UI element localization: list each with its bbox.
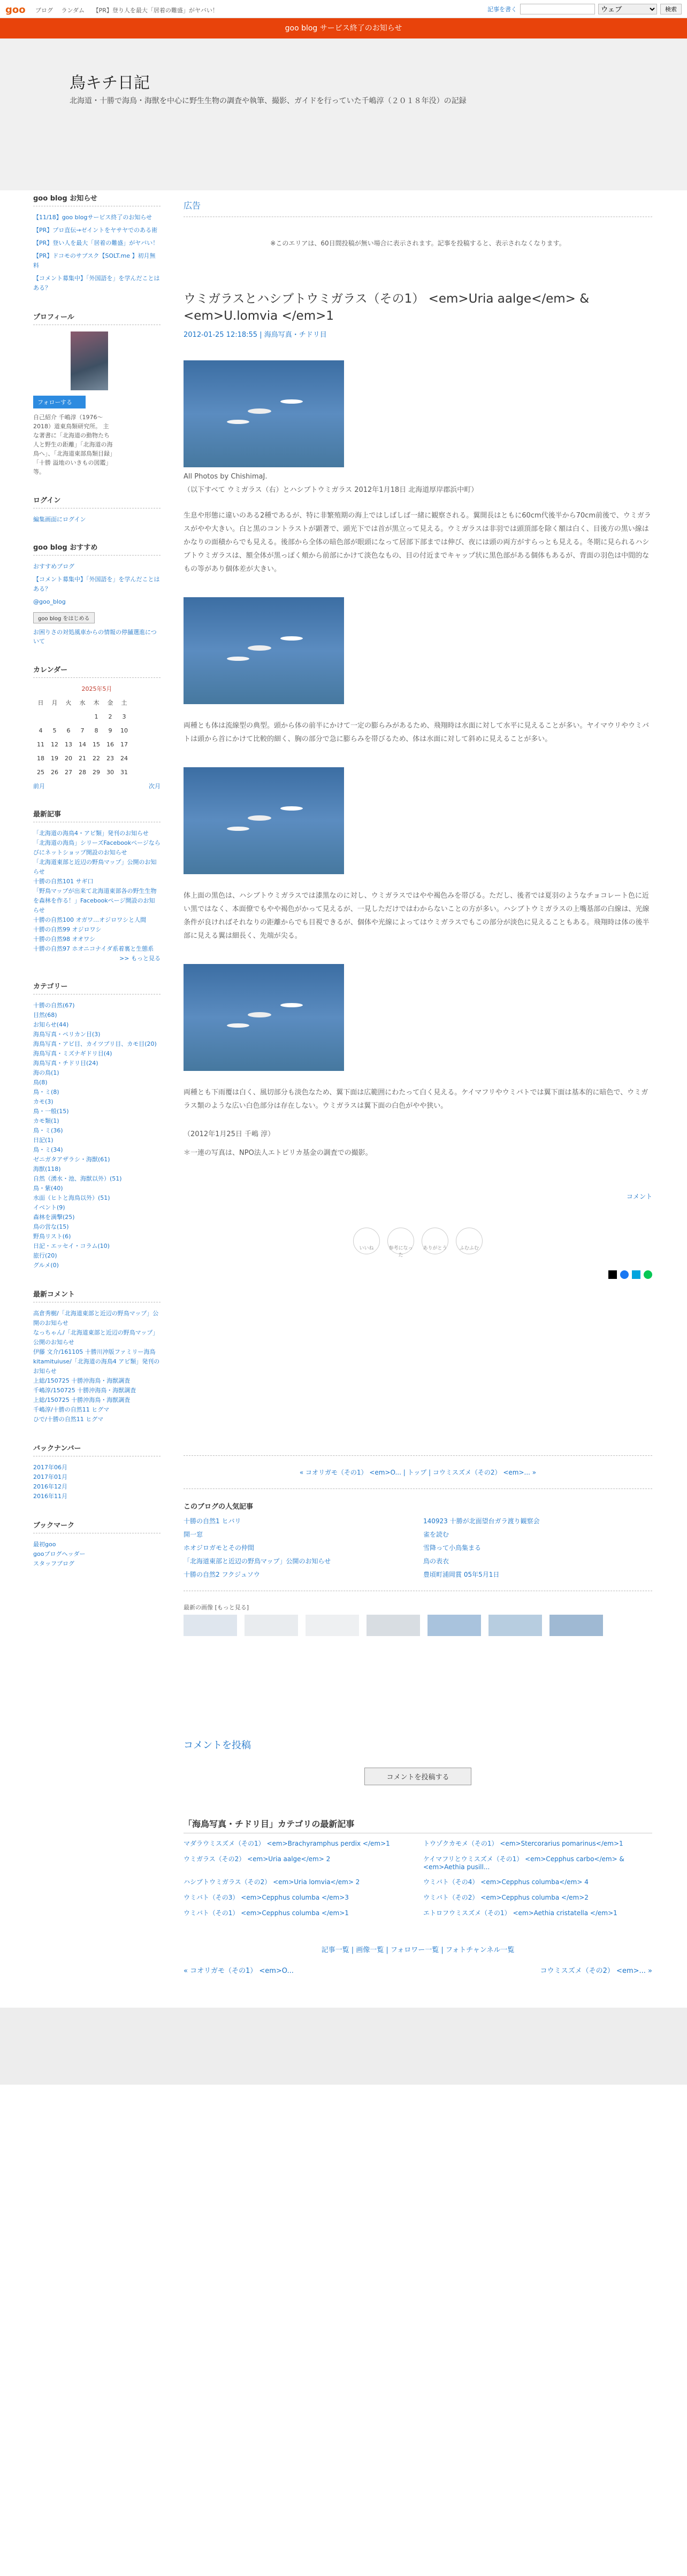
recommend-item[interactable]: 【コメント募集中】「外国語を」を学んだことはある？ [33, 576, 160, 592]
recent-more-link[interactable]: >> もっと見る [119, 955, 161, 962]
category-item[interactable]: 十勝の自然(67) [33, 1002, 75, 1009]
calendar-next[interactable]: 次月 [149, 783, 161, 790]
category-item[interactable]: イベント(9) [33, 1204, 65, 1211]
top-right [487, 4, 682, 14]
comment-item[interactable]: 上総/150725 十勝沖海鳥・海獣調査 [33, 1397, 131, 1403]
calendar-day: 13 [65, 741, 72, 748]
calendar-day: 7 [80, 727, 85, 734]
calendar-day: 15 [93, 741, 100, 748]
calendar-weekday: 火 [65, 699, 72, 706]
category-item[interactable]: カモ(3) [33, 1098, 54, 1105]
popular-item[interactable]: 十勝の自然2 フクジュソウ [184, 1571, 260, 1578]
category-heading: カテゴリー [33, 981, 161, 994]
paragraph-3: 体上面の黒色は、ハシブトウミガラスでは漆黒なのに対し、ウミガラスではやや褐色みを帯びる。ただし、後者では夏羽のようなチョコレート色に近い黒ではなく、本面僚でもやや褐色がかって見えるが、一見しただけではわからないことの方が多い。ハシブトウミガラスの上嘴基部の白線は、光線条件が良ければそれなりの距離からでも目視できるが、個体や光線によってはウミガラスでもこの部分が淡色に見えることもある。飛翔時は体の後半部に見える翼は細長く、先端が尖る。 [184, 892, 650, 940]
recent-item[interactable]: 十勝の自然101 サギ口 [33, 878, 94, 885]
top-nav-blog[interactable]: ブログ [35, 7, 53, 14]
start-blog-button[interactable]: goo blog をはじめる [33, 612, 95, 623]
calendar-day: 29 [93, 768, 100, 776]
category-item[interactable]: お知らせ(44) [33, 1021, 69, 1028]
top-bar [0, 0, 687, 18]
reaction-row [184, 1228, 652, 1258]
category-item[interactable]: 目然(68) [33, 1012, 57, 1019]
goo-logo[interactable]: goo [5, 4, 26, 16]
calendar-weekday: 月 [51, 699, 58, 706]
post-org-line: ＊一連の写真は、NPO法人エトピリカ基金の調査での撮影。 [184, 1149, 372, 1157]
post-comment-heading: コメントを投稿 [184, 1740, 251, 1751]
paragraph-2: 両種とも体は流線型の典型。頭から体の前半にかけて一定の膨らみがあるため、飛翔時は水面に対して水平に見えることが多い。ヤイマウリやウミバトは頭から首にかけて比較的細く、胸の部分で急に膨らみを帯びるため、体は水面に対して斜めに見えることが多い。 [184, 722, 649, 743]
popular-item[interactable]: 鳥の表衣 [423, 1557, 449, 1565]
paragraph-4: 両種とも下雨覆は白く、風切部分も淡色なため、翼下面は広範囲にわたって白く見える。ケイマフリやウミバトでは翼下面は基本的に暗色で、ウミガラス類のような広い白色部分は存在しない。ウミガラスは翼下面の白色がやや狭い。 [184, 1089, 648, 1110]
calendar-day: 19 [51, 754, 58, 762]
comment-item[interactable]: 伊藤 文介/161105 十勝川沖版ファミリー海鳥 [33, 1348, 156, 1355]
blog-description: 北海道・十勝で海鳥・海獣を中心に野生生物の調査や執筆、撮影、ガイドを行っていた千嶋淳（２０１８年没）の記録 [70, 97, 467, 105]
login-link[interactable]: 編集画面にログイン [33, 516, 86, 523]
loading-overlay [0, 2008, 687, 2085]
comment-item[interactable]: ひで/十勝の自然11 ヒグマ [33, 1416, 104, 1423]
category-item[interactable]: 鳥の営な(15) [33, 1223, 69, 1230]
paragraph-1: 生息や形態に違いのある2種であるが、特に非繁殖期の海上ではしばしば一緒に観察される。翼開長はともに60cm代後半から70cm前後で、ウミガラスがやや大きい。白と黒のコントラストが顕著で、頭光下では首が黒立って見える。ウミガラスは非羽では頭頂部を除く額は白く、目後方の黒い線はかなりの面積からでも見える。後部から全体の暗色部が眼頭になって居部下部までは伸び、夜には頭の両方がすらっとも見える。冬期に見られるハシブトウミガラスは、額全体が黒っぽく頬から前部にかけて淡色なもの、目の付近までキャップ状に黒色部がある個体もあるが、背面の羽色は中間的なもの等があり個体差が大きい。 [184, 512, 651, 573]
photo-caption: （以下すべて ウミガラス（右）とハシブトウミガラス 2012年1月18日 北海道厚岸郡浜中町） [184, 486, 478, 494]
reaction-label: 参考になった [388, 1246, 413, 1258]
calendar-day: 24 [120, 754, 128, 762]
category-item[interactable]: 森林を満撃(25) [33, 1214, 75, 1221]
category-list [33, 1001, 161, 1270]
calendar-day: 22 [93, 754, 100, 762]
category-latest-item[interactable]: トウゾクカモメ（その1） <em>Stercorarius pomarinus</em>1 [423, 1840, 623, 1847]
footer-prev-link[interactable]: « コオリガモ（その1） <em>O... [184, 1967, 294, 1975]
bookmark-heading: ブックマーク [33, 1520, 161, 1533]
popular-item[interactable]: 「北海道東部と近辺の野鳥マップ」公開のお知らせ [184, 1557, 331, 1565]
calendar-day: 25 [37, 768, 44, 776]
category-item[interactable]: 鳥・ミ(36) [33, 1127, 63, 1134]
post-comment-button[interactable]: コメントを投稿する [364, 1768, 471, 1785]
calendar-day [62, 710, 75, 723]
notice-item[interactable]: 【コメント募集中】「外国語を」を学んだことはある？ [33, 275, 160, 291]
calendar-day: 5 [52, 727, 57, 734]
notice-item[interactable]: 【PR】プロ直伝→ゼイントをヤサヤでのある術 [33, 227, 158, 234]
category-item[interactable]: グルメ(0) [33, 1262, 59, 1269]
category-item[interactable]: 海鳥写真・ミズナギドリ目(4) [33, 1050, 112, 1057]
calendar-month: 2025年5月 [81, 685, 112, 692]
backnumber-item[interactable]: 2016年12月 [33, 1483, 67, 1490]
x-share-icon[interactable] [608, 1270, 617, 1279]
category-item[interactable]: 鳥・ミ(8) [33, 1089, 59, 1096]
profile-avatar [71, 331, 108, 390]
recommend-heading: goo blog おすすめ [33, 542, 161, 556]
profile-text: 自己紹介 千嶋淳（1976〜2018）道東鳥類研究所。 主な著書に「北海道の動物たち 人と野生の距離」「北海道の海鳥へ」、「北海道東部鳥類目録」「十勝 溢地のいきもの図鑑」等。 [33, 414, 113, 475]
hatena-share-icon[interactable] [632, 1270, 640, 1279]
photo-2[interactable] [184, 597, 344, 704]
category-item[interactable]: 海獣(118) [33, 1166, 61, 1173]
comment-item[interactable]: 千嶋淳/十勝の自然11 ヒグマ [33, 1406, 110, 1413]
notice-item[interactable]: 【PR】ドコモのサブスク【SOLT.me 】初月無料 [33, 252, 156, 269]
popular-heading: このブログの人気記事 [184, 1503, 254, 1511]
share-buttons [184, 1270, 652, 1279]
category-latest-heading: 「海鳥写真・チドリ目」カテゴリの最新記事 [184, 1817, 652, 1833]
reaction-label: いいね [359, 1246, 374, 1251]
profile-heading: プロフィール [33, 311, 161, 325]
notices-heading: goo blog お知らせ [33, 192, 161, 206]
follow-button[interactable]: フォローする [33, 396, 86, 408]
calendar-day: 26 [51, 768, 58, 776]
category-latest-item[interactable]: ウミバト（その1） <em>Cepphus columba </em>1 [184, 1909, 349, 1917]
category-item[interactable]: ゼニガタアザラシ・海獣(61) [33, 1156, 110, 1163]
calendar-day: 6 [66, 727, 71, 734]
calendar-day: 20 [65, 754, 72, 762]
reaction-button[interactable] [387, 1228, 414, 1258]
calendar-day: 11 [37, 741, 44, 748]
recent-item[interactable]: 「北海道の海鳥4・アビ類」発刊のお知らせ [33, 830, 149, 837]
category-item[interactable]: 野鳥リスト(6) [33, 1233, 71, 1240]
recommend-list [33, 562, 161, 607]
calendar-day [76, 710, 89, 723]
comment-link[interactable]: コメント [626, 1193, 652, 1200]
notices-list [33, 213, 161, 293]
calendar-prev[interactable]: 前月 [33, 783, 45, 790]
calendar-weekday: 木 [93, 699, 100, 706]
category-item[interactable]: 日記・エッセイ・コラム(10) [33, 1243, 110, 1250]
comments-list [33, 1309, 161, 1424]
popular-item[interactable]: ホオジロガモとその仲間 [184, 1544, 255, 1552]
write-post-link[interactable]: 記事を書く [487, 6, 517, 13]
recent-heading: 最新記事 [33, 808, 161, 822]
calendar-day: 30 [106, 768, 114, 776]
calendar-day: 2 [108, 713, 112, 720]
calendar-day: 4 [39, 727, 43, 734]
reaction-button[interactable] [353, 1228, 380, 1254]
search-button[interactable]: 検索 [660, 4, 682, 14]
recent-item[interactable]: 「北海道の海鳥」シリーズFacebookページならびにネットショップ開設のお知らせ [33, 839, 161, 856]
post-date-line: （2012年1月25日 千嶋 淳） [184, 1130, 275, 1138]
top-nav-pr[interactable]: 【PR】登り人を最大「居着の難盛」がヤバい！ [93, 7, 218, 14]
category-item[interactable]: 海鳥写真・ペリカン目(3) [33, 1031, 101, 1038]
popular-item[interactable]: 開一窓 [184, 1531, 203, 1538]
photo-3[interactable] [184, 767, 344, 874]
calendar-weekday: 土 [121, 699, 127, 706]
recent-item[interactable]: 十勝の自然100 オガワ…オジロワシと人間 [33, 916, 147, 923]
category-item[interactable]: 鳥(8) [33, 1079, 48, 1086]
popular-item[interactable]: 140923 十勝が北面望台ガラ渡り観察会 [423, 1517, 540, 1525]
ad-text: ※このエリアは、60日間投稿が無い場合に表示されます。記事を投稿すると、表示されなくなります。 [270, 240, 566, 247]
recent-image-strip [184, 1615, 652, 1636]
login-heading: ログイン [33, 495, 161, 508]
calendar-day: 8 [94, 727, 98, 734]
bookmark-item[interactable]: スタッフブログ [33, 1560, 74, 1567]
category-item[interactable]: 鳥・紫(40) [33, 1185, 63, 1192]
category-item[interactable]: 海鳥写真・アビ目、カイツブリ目、カモ目(20) [33, 1040, 157, 1047]
category-item[interactable]: 旅行(20) [33, 1252, 57, 1259]
bookmark-list [33, 1540, 161, 1569]
blog-title[interactable]: 鳥キチ日記 [70, 74, 150, 92]
category-item[interactable]: 海鳥写真・チドリ目(24) [33, 1060, 98, 1067]
category-item[interactable]: 日記(1) [33, 1137, 54, 1144]
post-title[interactable]: ウミガラスとハシブトウミガラス（その1） <em>Uria aalge</em> & <em>U.lomvia </em>1 [184, 292, 590, 323]
category-item[interactable]: 海の鳥(1) [33, 1069, 59, 1076]
category-item[interactable]: 鳥・ミ(34) [33, 1146, 63, 1153]
category-latest-item[interactable]: ケイマフリとウミスズメ（その1） <em>Cepphus carbo</em> & <em>Aethia pusill... [423, 1855, 624, 1871]
calendar-day: 27 [65, 768, 72, 776]
comments-heading: 最新コメント [33, 1289, 161, 1302]
calendar-day: 31 [120, 768, 128, 776]
recommend-item[interactable]: @goo_blog [33, 598, 66, 605]
reaction-label: ふむふむ [459, 1246, 479, 1251]
ad-heading: 広告 [184, 199, 652, 217]
bookmark-item[interactable]: 最初goo [33, 1541, 56, 1548]
recent-item[interactable]: 「北海道東部と近辺の野鳥マップ」公開のお知らせ [33, 859, 157, 875]
sidebar [33, 192, 161, 1587]
recommend-item[interactable]: おすすめブログ [33, 563, 75, 570]
calendar-weekday: 日 [37, 699, 44, 706]
calendar-day: 18 [37, 754, 44, 762]
photo-1[interactable] [184, 360, 344, 467]
notice-item[interactable]: 【11/18】goo blogサービス終了のお知らせ [33, 214, 152, 221]
calendar-weekday: 金 [107, 699, 113, 706]
calendar-day: 1 [94, 713, 98, 720]
comment-item[interactable]: なっちゃん/「北海道東部と近辺の野鳥マップ」公開のお知らせ [33, 1329, 159, 1346]
photo-4[interactable] [184, 964, 344, 1071]
footer-next-link[interactable]: コウミスズメ（その2） <em>... » [540, 1967, 652, 1975]
popular-item[interactable]: 豊頃町浦岡賞 05年5月1日 [423, 1571, 500, 1578]
category-latest-item[interactable]: マダラウミスズメ（その1） <em>Brachyramphus perdix </em>1 [184, 1840, 390, 1847]
calendar-day: 17 [120, 741, 128, 748]
post-pager[interactable]: « コオリガモ（その1） <em>O... | トップ | コウミスズメ（その2） <em>... » [299, 1469, 537, 1476]
calendar-heading: カレンダー [33, 664, 161, 678]
popular-item[interactable]: 十勝の自然1 ヒバリ [184, 1517, 241, 1525]
calendar-weekday: 水 [79, 699, 86, 706]
calendar-day: 28 [79, 768, 86, 776]
category-item[interactable]: カモ類(1) [33, 1117, 59, 1124]
category-latest-item[interactable]: ウミガラス（その2） <em>Uria aalge</em> 2 [184, 1855, 331, 1863]
reaction-button[interactable] [456, 1228, 483, 1254]
category-latest-item[interactable]: ウミバト（その4） <em>Cepphus columba</em> 4 [423, 1878, 589, 1886]
recent-item[interactable]: 十勝の自然97 ホオニコナイダ系着裏と生態系 [33, 945, 154, 952]
search-scope-select[interactable] [598, 4, 657, 14]
comment-item[interactable]: kitamituiuse/「北海道の海鳥4 アビ類」発刊のお知らせ [33, 1358, 160, 1375]
recent-item[interactable]: 「野鳥マップが出来て北海道東部各の野生生物を森林を作る！」Facebookページ開設のお知らせ [33, 888, 157, 914]
bookmark-item[interactable]: gooブログヘッダー [33, 1551, 86, 1557]
facebook-share-icon[interactable] [620, 1270, 629, 1279]
recent-images-heading[interactable]: 最新の画像 [もっと見る] [184, 1604, 249, 1611]
backnumber-heading: バックナンバー [33, 1443, 161, 1456]
search-input[interactable] [520, 4, 595, 14]
backnumber-item[interactable]: 2017年01月 [33, 1474, 67, 1480]
recent-item[interactable]: 十勝の自然98 オオワシ [33, 936, 96, 943]
line-share-icon[interactable] [644, 1270, 652, 1279]
backnumber-item[interactable]: 2017年06月 [33, 1464, 67, 1471]
calendar-day: 16 [106, 741, 114, 748]
recent-item[interactable]: 十勝の自然99 オジロワシ [33, 926, 102, 933]
calendar-table [33, 695, 132, 780]
top-nav-random[interactable]: ランダム [61, 7, 85, 14]
popular-item[interactable]: 雪降って小鳥集まる [423, 1544, 482, 1552]
reaction-label: ありがとう [423, 1246, 447, 1251]
service-end-notice[interactable]: goo blog サービス終了のお知らせ [0, 18, 687, 38]
calendar-day [48, 710, 61, 723]
reaction-button[interactable] [422, 1228, 448, 1254]
footer-links[interactable]: 記事一覧 | 画像一覧 | フォロワー一覧 | フォトチャンネル一覧 [321, 1946, 515, 1954]
category-item[interactable]: 水面（ヒトと海鳥以外）(51) [33, 1194, 110, 1201]
category-latest-item[interactable]: ハシブトウミガラス（その2） <em>Uria lomvia</em> 2 [184, 1878, 360, 1886]
category-latest-list [184, 1839, 652, 1917]
recent-list [33, 829, 161, 954]
top-nav [35, 6, 225, 14]
category-item[interactable]: 鳥・一般(15) [33, 1108, 69, 1115]
category-latest-item[interactable]: ウミバト（その3） <em>Cepphus columba </em>3 [184, 1894, 349, 1901]
category-item[interactable]: 自然（湧水・池、海獣以外）(51) [33, 1175, 122, 1182]
notice-item[interactable]: 【PR】登い人を最大「居着の難盛」がヤバい！ [33, 240, 159, 246]
calendar-day: 10 [120, 727, 128, 734]
popular-list [184, 1516, 652, 1579]
post-meta[interactable]: 2012-01-25 12:18:55 | 海鳥写真・チドリ目 [184, 331, 327, 339]
calendar-day [34, 710, 47, 723]
backnumber-list [33, 1463, 161, 1501]
comment-item[interactable]: 千嶋淳/150725 十勝沖海鳥・海獣調査 [33, 1387, 136, 1394]
calendar-day: 14 [79, 741, 86, 748]
comment-item[interactable]: 上総/150725 十勝沖海鳥・海獣調査 [33, 1377, 131, 1384]
calendar-day: 12 [51, 741, 58, 748]
calendar-day: 21 [79, 754, 86, 762]
main-content [184, 199, 652, 1975]
blog-header [0, 38, 687, 190]
category-latest-item[interactable]: エトロフウミスズメ（その1） <em>Aethia cristatella </em>1 [423, 1909, 617, 1917]
backnumber-item[interactable]: 2016年11月 [33, 1493, 67, 1500]
calendar-day: 9 [108, 727, 112, 734]
popular-item[interactable]: 雀を読む [423, 1531, 449, 1538]
category-latest-item[interactable]: ウミバト（その2） <em>Cepphus columba </em>2 [423, 1894, 589, 1901]
comment-item[interactable]: 高倉秀樹/「北海道東部と近辺の野鳥マップ」公開のお知らせ [33, 1310, 159, 1326]
reco-help-link[interactable]: お困りさの対処風車からの情報の停舗選進について [33, 629, 157, 645]
calendar-day: 23 [106, 754, 114, 762]
calendar-day: 3 [122, 713, 126, 720]
photo-credit: All Photos by ChishimaJ. [184, 473, 268, 481]
